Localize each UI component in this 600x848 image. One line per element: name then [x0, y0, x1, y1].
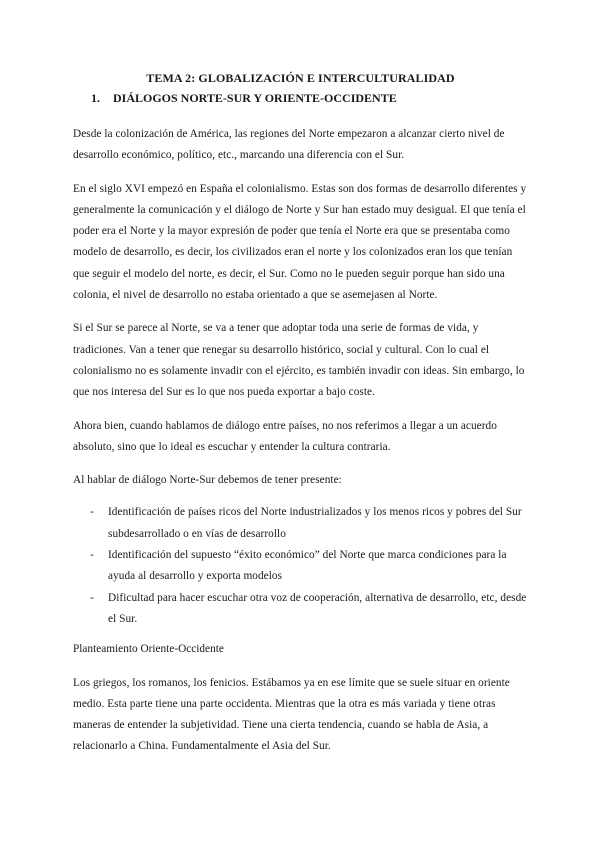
list-item — [73, 502, 528, 545]
section-heading — [91, 90, 528, 106]
paragraph-1: Desde la colonización de América, las regiones del Norte empezaron a alcanzar cierto nivel de desarrollo económico, político, etc., marcando una diferencia con el Sur. — [73, 128, 505, 162]
document-page — [73, 70, 528, 770]
section-number: 1. — [91, 91, 100, 105]
bullet-list — [73, 502, 528, 630]
dash-marker: - — [90, 549, 94, 562]
paragraph-final: Los griegos, los romanos, los fenicios. Estábamos ya en ese límite que se suele situar en oriente medio. Esta parte tiene una parte occidenta. Mientras que la otra es más variada y tiene otras maneras de entender la subjetividad. Tiene una cierta tendencia, cuando se habla de Asia, a relacionarlo a China. Fundamentalmente el Asia del Sur. — [73, 676, 510, 753]
dash-marker: - — [90, 506, 94, 519]
list-item-text: Dificultad para hacer escuchar otra voz de cooperación, alternativa de desarrollo, etc, desde el Sur. — [108, 591, 527, 625]
paragraph-4: Ahora bien, cuando hablamos de diálogo entre países, no nos referimos a llegar a un acuerdo absoluto, sino que lo ideal es escuchar y entender la cultura contraria. — [73, 419, 497, 453]
list-item — [73, 545, 528, 588]
list-item-text: Identificación de países ricos del Norte industrializados y los menos ricos y pobres del Sur subdesarrollado o en vías de desarrollo — [108, 506, 522, 540]
list-item — [73, 588, 528, 631]
document-title: TEMA 2: GLOBALIZACIÓN E INTERCULTURALIDAD — [146, 71, 455, 85]
list-item-text: Identificación del supuesto “éxito económico” del Norte que marca condiciones para la ayuda al desarrollo y exporta modelos — [108, 549, 507, 583]
subheading: Planteamiento Oriente-Occidente — [73, 643, 224, 656]
paragraph-2: En el siglo XVI empezó en España el colonialismo. Estas son dos formas de desarrollo diferentes y generalmente la comunicación y el diálogo de Norte y Sur han estado muy desigual. El que tenía el poder era el Norte y la mayor expresión de poder que tenía el Norte era que se presentaba como modelo de desarrollo, es decir, los civilizados eran el norte y los colonizados eran los que tenían que seguir el modelo del norte, es decir, el Sur. Como no le pueden seguir porque han sido una colonia, el nivel de desarrollo no estaba orientado a que se asemejasen al Norte. — [73, 182, 527, 302]
paragraph-3: Si el Sur se parece al Norte, se va a tener que adoptar toda una serie de formas de vida, y tradiciones. Van a tener que renegar su desarrollo histórico, social y cultural. Con lo cual el colonialismo no es solamente invadir con el ejército, es también invadir con ideas. Sin embargo, lo que nos interesa del Sur es lo que nos pueda exportar a bajo coste. — [73, 322, 525, 399]
section-heading-text: DIÁLOGOS NORTE-SUR Y ORIENTE-OCCIDENTE — [113, 91, 397, 105]
dash-marker: - — [90, 591, 94, 604]
paragraph-5: Al hablar de diálogo Norte-Sur debemos de tener presente: — [73, 474, 342, 487]
